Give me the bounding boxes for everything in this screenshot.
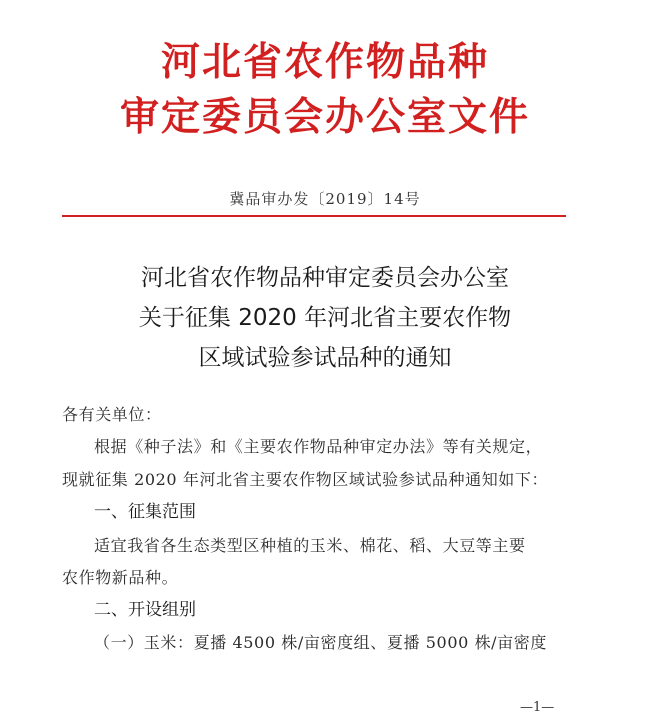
paragraph-1-line-1: 根据《种子法》和《主要农作物品种审定办法》等有关规定，: [94, 437, 543, 456]
notice-title-line-1: 河北省农作物品种审定委员会办公室: [141, 265, 509, 291]
notice-title-line-3: 区域试验参试品种的通知: [198, 345, 452, 371]
paragraph-2-line-2: 农作物新品种。: [62, 568, 179, 587]
document-number: 冀品审办发〔2019〕14号: [229, 190, 421, 208]
issuer-title-line-2: 审定委员会办公室文件: [119, 95, 530, 140]
page-number: —1—: [520, 700, 555, 715]
salutation: 各有关单位：: [62, 405, 162, 424]
section-heading-groups: 二、开设组别: [94, 600, 196, 620]
issuer-title-line-1: 河北省农作物品种: [160, 40, 489, 85]
paragraph-3-line-1: （一）玉米：夏播 4500 株/亩密度组、夏播 5000 株/亩密度: [94, 633, 547, 652]
paragraph-1-line-2: 现就征集 2020 年河北省主要农作物区域试验参试品种通知如下：: [62, 470, 549, 489]
section-heading-scope: 一、征集范围: [94, 502, 196, 522]
red-separator-line: [62, 215, 566, 217]
notice-title-line-2: 关于征集 2020 年河北省主要农作物: [138, 305, 512, 331]
paragraph-2-line-1: 适宜我省各生态类型区种植的玉米、棉花、稻、大豆等主要: [94, 536, 526, 555]
